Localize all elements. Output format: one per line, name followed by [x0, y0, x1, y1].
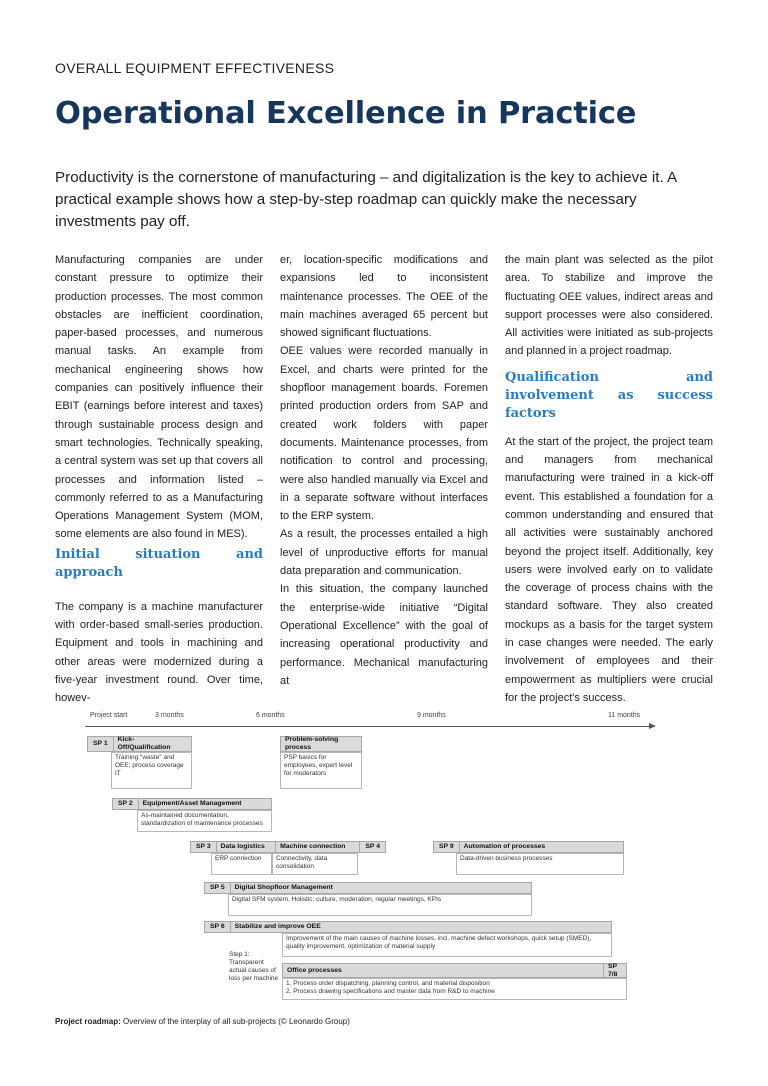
bar-sp2 [112, 798, 272, 810]
section-kicker: OVERALL EQUIPMENT EFFECTIVENESS [55, 60, 335, 76]
desc-sp78 [282, 978, 627, 1000]
figure-caption [55, 1017, 350, 1026]
tick-11-months: 11 months [608, 712, 641, 719]
timeline-axis [85, 726, 651, 727]
desc-sp1: Training "waste" and OEE; process coverage IT [111, 752, 192, 789]
tick-6-months: 6 months [256, 712, 285, 719]
sp6-step1-note: Step 1: Transparent actual causes of loss per machine [229, 951, 279, 982]
text-column-2 [280, 251, 488, 690]
bar-sp6 [204, 921, 612, 933]
paragraph: Manufacturing companies are under constant pressure to optimize their production processes. The most common obstacles are inefficient coordination, paper-based processes, and numerous manual tasks. An example from mechanical engineering shows how companies can positively influence their EBIT (earnings before interest and taxes) through sustainable process design and smart technologies. Technically speaking, a central system was set up that covers all processes and information listed – commonly referred to as a Manufacturing Operations Management System (MOM, some elements are also found in MES). [55, 254, 263, 541]
sp-code: SP 6 [210, 923, 225, 930]
bar-title: Stabilize and improve OEE [234, 923, 321, 930]
article-headline: Operational Excellence in Practice [55, 96, 637, 131]
desc-sp5: Digital SFM system. Holistic: culture, moderation, regular meetings, KPIs [228, 894, 532, 916]
tick-9-months: 9 months [417, 712, 446, 719]
sp-code: SP 3 [196, 843, 211, 850]
paragraph: the main plant was selected as the pilot area. To stabilize and improve the fluctuating OEE values, indirect areas and support processes were also considered. All activities were initiated as sub-projects and planned in a project roadmap. [505, 254, 713, 358]
desc-sp2: As-maintained documentation, standardization of maintenance processes [137, 810, 272, 832]
desc-sp4: Connectivity, data consolidation [272, 853, 358, 875]
text-column-3 [505, 251, 713, 707]
bar-title: Equipment/Asset Management [142, 800, 242, 807]
sp-code: SP 5 [210, 884, 225, 891]
bar-sp3-sp4 [190, 841, 386, 853]
desc-sp6: Improvement of the main causes of machine losses, incl. machine defect workshops, quick setup (SMED), quality improvement, optimization of material supply [282, 933, 612, 957]
paragraph: The company is a machine manufacturer with order-based small-series production. Equipment and tools in machining and other areas were modernized during a five-year investment round. Over time, howev- [55, 600, 263, 705]
bar-sp9 [433, 841, 624, 853]
subheading-initial-situation: Initial situation and approach [55, 546, 263, 580]
desc-sp9: Data-driven business processes [456, 853, 624, 875]
bar-psp [280, 736, 362, 752]
sp-code: SP 2 [118, 800, 133, 807]
bar-title: Problem-solving process [285, 736, 339, 751]
paragraph: At the start of the project, the project team and managers from mechanical manufacturing were trained in a kick-off event. This established a foundation for a common understanding and ensured that all activities were sustainably anchored beyond the project itself. Additionally, key users were involved early on to validate the coverage of process chains with the standard software. They also created mockups as a basis for the target system in case changes were needed. The early involvement of employees and their empowerment as multipliers were crucial for the project's success. [505, 435, 713, 704]
caption-label: Project roadmap: [55, 1017, 121, 1026]
sp-code: SP 7/8 [608, 962, 618, 978]
sp-code: SP 1 [93, 740, 108, 747]
tick-project-start: Project start [90, 712, 128, 719]
sp-code: SP 4 [365, 843, 380, 850]
bar-sp5 [204, 882, 532, 894]
desc-psp: PSP basics for employees, expert level for moderators [280, 752, 362, 789]
bar-sp78 [282, 963, 627, 978]
paragraph: er, location-specific modifications and expansions led to inconsistent maintenance processes. The OEE of the main machines averaged 65 percent but showed significant fluctuations. [280, 254, 488, 340]
sp-code: SP 9 [439, 843, 454, 850]
tick-3-months: 3 months [155, 712, 184, 719]
paragraph: As a result, the processes entailed a high level of unproductive efforts for manual data preparation and communication. [280, 528, 488, 578]
bar-title: Digital Shopfloor Management [234, 884, 333, 891]
desc-line: 2. Process drawing specifications and master data from R&D to machine [286, 988, 495, 995]
bar-title: Machine connection [280, 843, 346, 850]
bar-title: Automation of processes [463, 843, 546, 850]
article-lead: Productivity is the cornerstone of manufacturing – and digitalization is the key to achieve it. A practical example shows how a step-by-step roadmap can quickly make the necessary investments pay off. [55, 169, 677, 230]
text-column-1 [55, 251, 263, 708]
timeline-arrow [649, 723, 656, 729]
project-roadmap-diagram [85, 712, 660, 1002]
bar-title: Office processes [287, 966, 342, 974]
bar-title: Kick-Off/Qualification [117, 736, 171, 751]
paragraph: OEE values were recorded manually in Excel, and charts were printed for the shopfloor management boards. Foremen printed production orders from SAP and created work folders with paper documents. Maintenance processes, from notification to control and processing, were also handled manually via Excel and in a separate software without interfaces to the ERP system. [280, 345, 488, 523]
subheading-qualification: Qualification and involvement as success factors [505, 369, 713, 421]
bar-title: Data logistics [220, 843, 265, 850]
bar-sp1 [87, 736, 192, 752]
desc-sp3: ERP connection [211, 853, 272, 875]
paragraph: In this situation, the company launched the enterprise-wide initiative “Digital Operational Excellence” with the goal of increasing operational productivity and performance. Mechanical manufacturing at [280, 583, 488, 687]
desc-line: 1. Process order dispatching, planning control, and material disposition [286, 980, 490, 987]
caption-text: Overview of the interplay of all sub-projects (© Leonardo Group) [120, 1017, 350, 1026]
